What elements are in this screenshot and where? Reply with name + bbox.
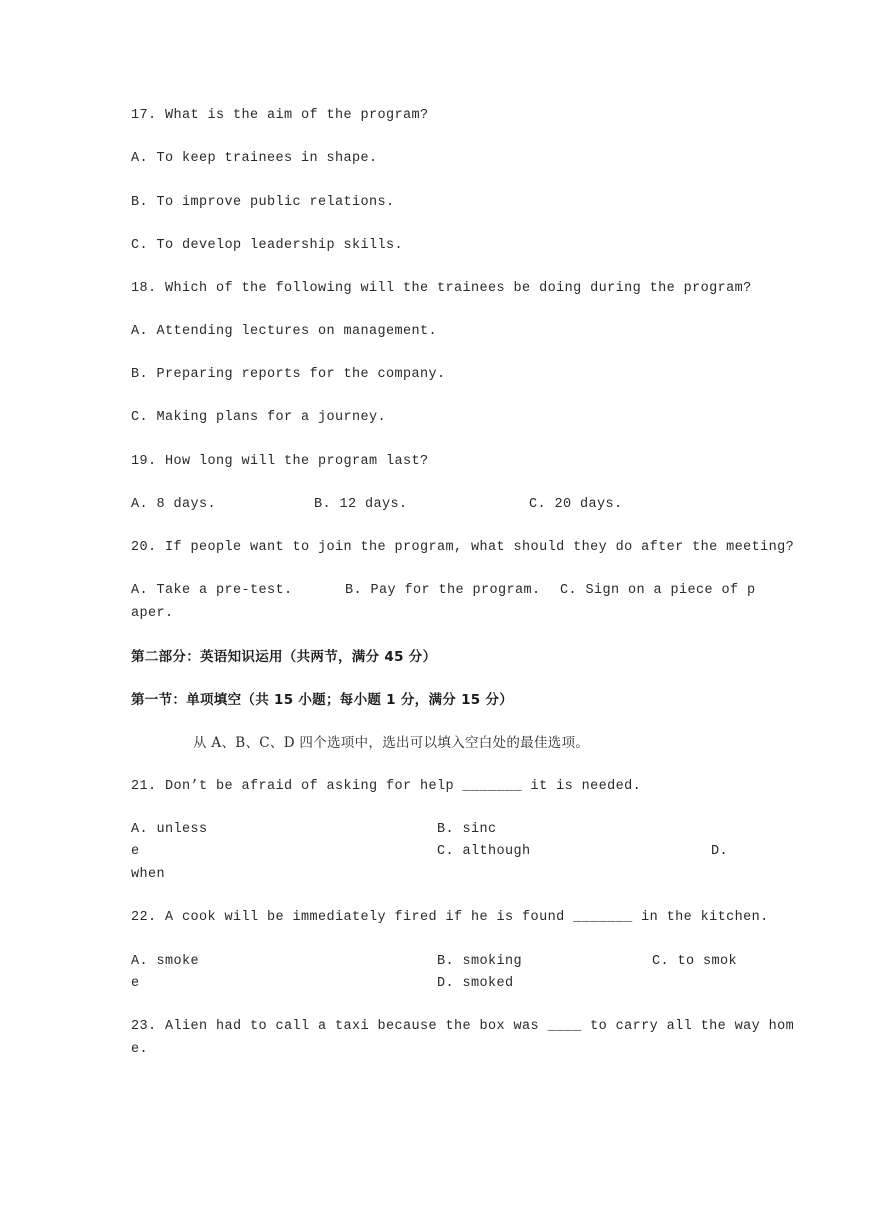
q19-option-a: A. 8 days. <box>131 497 217 512</box>
q21-option-d: D. <box>711 844 729 859</box>
q18-option-a: A. Attending lectures on management. <box>131 324 438 339</box>
q23-question: 23. Alien had to call a taxi because the box was ____ to carry all the way hom <box>131 1019 795 1034</box>
q21-option-b: B. sinc <box>437 822 497 837</box>
q20-option-a: A. Take a pre-test. <box>131 583 293 598</box>
instruction-text: 从 A、B、C、D 四个选项中，选出可以填入空白处的最佳选项。 <box>193 735 590 751</box>
q19-option-c: C. 20 days. <box>529 497 623 512</box>
q17-question: 17. What is the aim of the program? <box>131 108 429 123</box>
q21-option-d-wrap: when <box>131 867 166 882</box>
q20-option-c: C. Sign on a piece of p <box>560 583 756 598</box>
q21-option-c: C. although <box>437 844 531 859</box>
q22-option-c: C. to smok <box>652 954 738 969</box>
q22-option-c-wrap: e <box>131 976 140 991</box>
q23-question-wrap: e. <box>131 1042 149 1057</box>
q21-option-a: A. unless <box>131 822 208 837</box>
q19-option-b: B. 12 days. <box>314 497 408 512</box>
q18-option-c: C. Making plans for a journey. <box>131 410 387 425</box>
q20-option-b: B. Pay for the program. <box>345 583 541 598</box>
q22-option-d: D. smoked <box>437 976 514 991</box>
part2-heading: 第二部分：英语知识运用（共两节，满分 45 分） <box>131 649 437 665</box>
q20-option-c-wrap: aper. <box>131 606 174 621</box>
q22-option-b: B. smoking <box>437 954 523 969</box>
q21-option-b-wrap: e <box>131 844 140 859</box>
q21-question: 21. Don’t be afraid of asking for help _______ it is needed. <box>131 779 642 794</box>
q18-option-b: B. Preparing reports for the company. <box>131 367 446 382</box>
section1-heading: 第一节：单项填空（共 15 小题；每小题 1 分，满分 15 分） <box>131 692 514 708</box>
q22-question: 22. A cook will be immediately fired if he is found _______ in the kitchen. <box>131 910 769 925</box>
q22-option-a: A. smoke <box>131 954 200 969</box>
q20-question: 20. If people want to join the program, what should they do after the meeting? <box>131 540 795 555</box>
q17-option-b: B. To improve public relations. <box>131 195 395 210</box>
q19-question: 19. How long will the program last? <box>131 454 429 469</box>
q17-option-c: C. To develop leadership skills. <box>131 238 404 253</box>
q17-option-a: A. To keep trainees in shape. <box>131 151 378 166</box>
q18-question: 18. Which of the following will the trainees be doing during the program? <box>131 281 752 296</box>
